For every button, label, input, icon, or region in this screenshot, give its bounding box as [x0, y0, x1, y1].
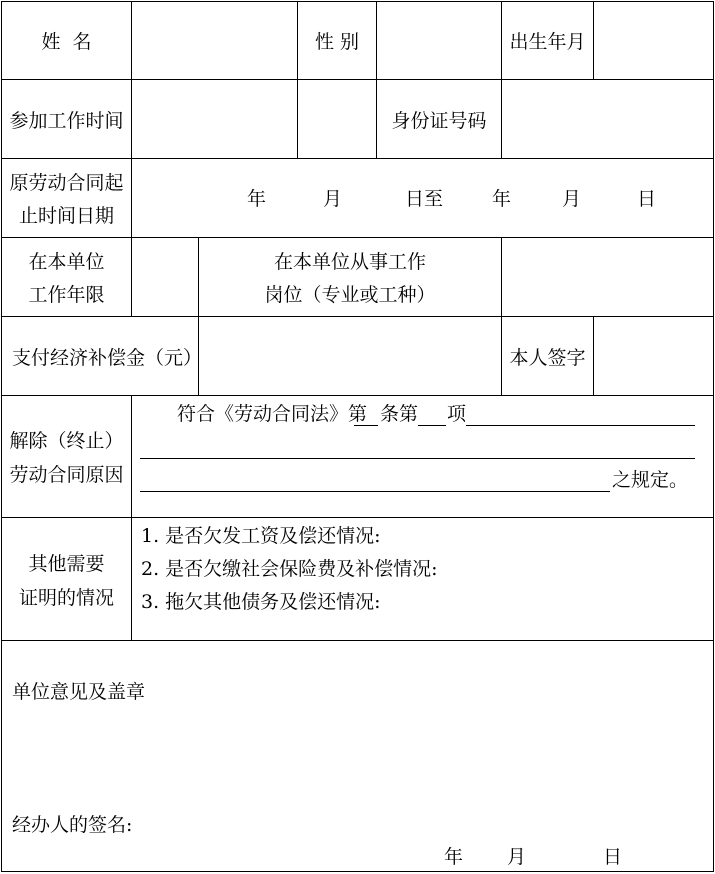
cell-divider — [131, 158, 132, 238]
handler-signature-label: 经办人的签名: — [12, 814, 133, 836]
cell-divider — [131, 237, 132, 317]
date-day-2: 日 — [637, 188, 657, 210]
law-text-xiang: 项 — [447, 403, 467, 425]
cell-divider — [131, 1, 132, 80]
date-month-1: 月 — [323, 188, 343, 210]
article-number-blank — [354, 425, 378, 426]
sign-date-year: 年 — [444, 846, 464, 868]
law-text-suffix: 之规定。 — [612, 469, 689, 491]
contract-period-label-line2: 止时间日期 — [18, 205, 114, 227]
id-number-label: 身份证号码 — [391, 110, 487, 132]
border-right — [713, 1, 714, 872]
border-bottom — [1, 871, 714, 872]
date-day-to: 日至 — [405, 188, 444, 210]
reason-line-2 — [140, 458, 695, 459]
work-start-label: 参加工作时间 — [9, 110, 124, 132]
date-month-2: 月 — [562, 188, 582, 210]
reason-line-1 — [466, 425, 695, 426]
reason-line-3 — [140, 491, 610, 492]
contract-period-label-line1: 原劳动合同起 — [9, 172, 124, 194]
birth-date-label: 出生年月 — [509, 31, 586, 53]
cell-divider — [593, 316, 594, 396]
reason-label-line2: 劳动合同原因 — [9, 464, 124, 486]
other-item-3: 3. 拖欠其他债务及偿还情况: — [141, 591, 381, 613]
reason-label-line1: 解除（终止） — [9, 430, 124, 452]
signature-label: 本人签字 — [509, 347, 586, 369]
row-divider-1 — [1, 79, 714, 80]
cell-divider — [131, 79, 132, 159]
sign-date-month: 月 — [507, 846, 527, 868]
row-divider-3 — [1, 237, 714, 238]
name-label: 姓 名 — [41, 31, 92, 53]
cell-divider — [297, 79, 298, 159]
row-divider-2 — [1, 158, 714, 159]
row-divider-4 — [1, 316, 714, 317]
cell-divider — [131, 395, 132, 641]
tenure-label-line1: 在本单位 — [28, 251, 105, 273]
law-text-prefix: 符合《劳动合同法》第 — [177, 403, 368, 425]
sign-date-day: 日 — [603, 846, 623, 868]
gender-label: 性 别 — [314, 31, 360, 53]
row-divider-6 — [1, 517, 714, 518]
date-year-1: 年 — [247, 188, 267, 210]
date-year-2: 年 — [492, 188, 512, 210]
compensation-label: 支付经济补偿金（元） — [12, 347, 203, 369]
unit-opinion-label: 单位意见及盖章 — [12, 681, 146, 703]
law-text-tiao: 条第 — [380, 403, 419, 425]
cell-divider — [376, 1, 377, 80]
cell-divider — [501, 237, 502, 317]
cell-divider — [593, 1, 594, 80]
border-top — [1, 1, 714, 2]
other-info-label-line2: 证明的情况 — [18, 587, 114, 609]
row-divider-5 — [1, 395, 714, 396]
other-item-2: 2. 是否欠缴社会保险费及补偿情况: — [141, 558, 438, 580]
other-info-label-line1: 其他需要 — [28, 553, 105, 575]
cell-divider — [501, 79, 502, 159]
tenure-label-line2: 工作年限 — [28, 284, 105, 306]
item-number-blank — [418, 425, 446, 426]
other-item-1: 1. 是否欠发工资及偿还情况: — [141, 525, 381, 547]
position-label-line1: 在本单位从事工作 — [273, 251, 426, 273]
row-divider-7 — [1, 640, 714, 641]
position-label-line2: 岗位（专业或工种） — [264, 284, 436, 306]
